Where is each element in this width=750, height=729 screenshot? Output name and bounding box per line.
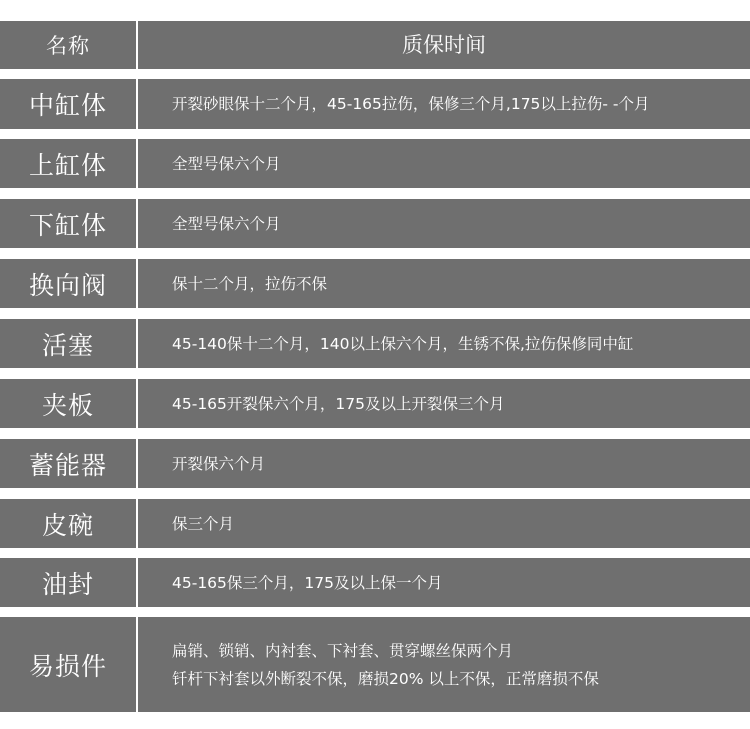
table-row	[0, 79, 750, 129]
warranty-text	[172, 319, 744, 368]
header-name: 名称	[46, 34, 90, 58]
table-row	[0, 558, 750, 607]
warranty-line: 45-165开裂保六个月，175及以上开裂保三个月	[172, 394, 505, 413]
warranty-line: 开裂砂眼保十二个月，45-165拉伤，保修三个月,175以上拉伤- -个月	[172, 95, 650, 113]
warranty-line: 45-140保十二个月，140以上保六个月，生锈不保,拉伤保修同中缸	[172, 334, 634, 353]
warranty-text	[172, 499, 744, 548]
column-divider	[136, 319, 138, 368]
warranty-text	[172, 617, 744, 712]
table-header	[0, 21, 750, 69]
warranty-text	[172, 199, 744, 248]
column-divider	[136, 199, 138, 248]
column-divider	[136, 79, 138, 129]
column-divider	[136, 259, 138, 308]
column-divider	[136, 558, 138, 607]
column-divider	[136, 617, 138, 712]
part-name: 夹板	[41, 390, 94, 420]
column-divider	[136, 139, 138, 188]
column-divider	[136, 439, 138, 488]
part-name: 易损件	[28, 651, 107, 681]
warranty-line: 45-165保三个月，175及以上保一个月	[172, 573, 443, 592]
warranty-text	[172, 259, 744, 308]
warranty-text	[172, 379, 744, 428]
warranty-line: 保三个月	[172, 514, 235, 533]
table-row	[0, 259, 750, 308]
part-name: 油封	[41, 569, 94, 599]
part-name: 皮碗	[41, 510, 94, 540]
column-divider	[136, 379, 138, 428]
column-divider	[136, 499, 138, 548]
warranty-line: 全型号保六个月	[172, 154, 281, 173]
part-name: 中缸体	[28, 91, 107, 120]
warranty-text	[172, 558, 744, 607]
part-name: 换向阀	[28, 270, 107, 300]
warranty-line: 钎杆下衬套以外断裂不保，磨损20% 以上不保，正常磨损不保	[172, 669, 599, 688]
part-name: 下缸体	[28, 210, 107, 240]
part-name: 上缸体	[28, 150, 107, 180]
table-row	[0, 499, 750, 548]
warranty-line: 保十二个月，拉伤不保	[172, 274, 328, 293]
warranty-text	[172, 79, 744, 129]
warranty-line: 全型号保六个月	[172, 214, 281, 233]
table-row	[0, 199, 750, 248]
part-name: 活塞	[41, 330, 94, 360]
table-row	[0, 139, 750, 188]
table-row	[0, 379, 750, 428]
warranty-text	[172, 139, 744, 188]
part-name: 蓄能器	[28, 450, 107, 480]
table-row	[0, 617, 750, 712]
warranty-line: 开裂保六个月	[172, 454, 266, 473]
warranty-line: 扁销、锁销、内衬套、下衬套、贯穿螺丝保两个月	[172, 641, 514, 660]
table-row	[0, 319, 750, 368]
warranty-text	[172, 439, 744, 488]
header-warranty-period: 质保时间	[402, 33, 486, 57]
table-row	[0, 439, 750, 488]
